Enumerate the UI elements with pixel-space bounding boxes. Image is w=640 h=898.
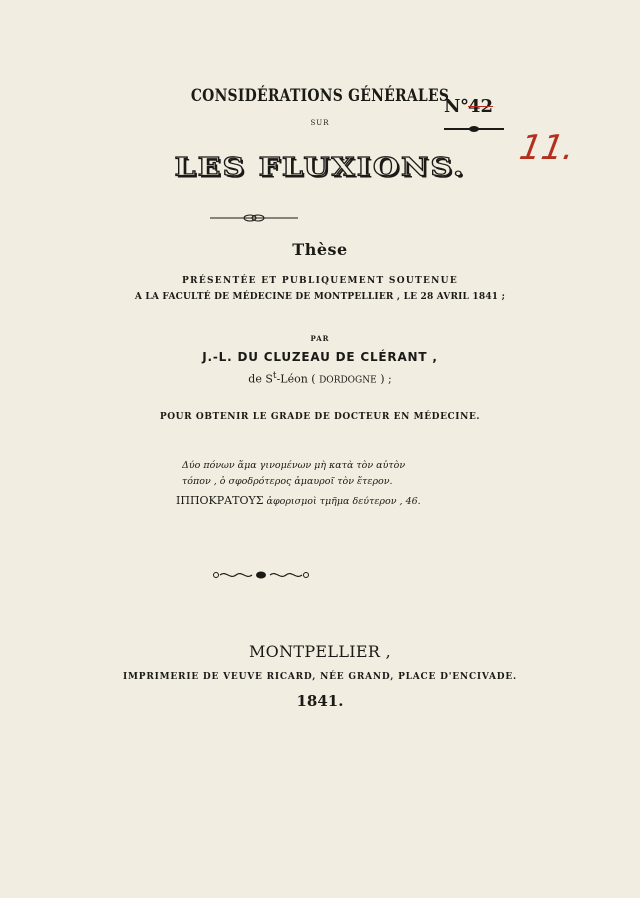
origin-place: -Léon (: [276, 372, 320, 386]
epigraph-source: ἀφορισμοὶ τμῆμα δεύτερον , 46.: [263, 496, 421, 507]
title-line-2: [0, 150, 640, 185]
epigraph-line-1: Δύο πόνων ἅμα γινομένων μὴ κατὰ τὸν αὐτὸν: [182, 460, 406, 471]
title-line-1: CONSIDÉRATIONS GÉNÉRALES: [190, 86, 450, 106]
ornamental-flourish: [212, 570, 310, 580]
imprint-city: MONTPELLIER ,: [249, 642, 391, 661]
epigraph-author: ΙΠΠΟΚΡΑΤΟΥΣ: [176, 494, 264, 507]
title-connector: SUR: [310, 119, 330, 127]
par-label: PAR: [310, 334, 330, 343]
author-name: J.-L. DU CLUZEAU DE CLÉRANT ,: [202, 350, 438, 364]
epigraph-line-2: τόπον , ὁ σφοδρότερος ἀμαυροῖ τὸν ἕτερον.: [182, 476, 393, 487]
origin-superscript: t: [272, 370, 277, 381]
shelfmark-rule: [444, 128, 504, 130]
origin-department: DORDOGNE: [319, 375, 377, 386]
shelfmark-label: N°: [444, 96, 469, 117]
author-origin: [0, 370, 640, 386]
imprint-year: 1841.: [296, 692, 344, 710]
origin-suffix: ) ;: [376, 372, 392, 386]
epigraph-attribution: [176, 494, 421, 507]
origin-prefix: de S: [248, 372, 273, 386]
shelfmark-number: 42: [468, 96, 494, 117]
handwritten-number: 11.: [516, 128, 578, 168]
these-faculty-line: A LA FACULTÉ DE MÉDECINE DE MONTPELLIER , LE 28 AVRIL 1841 ;: [134, 292, 506, 302]
these-presented-line: PRÉSENTÉE ET PUBLIQUEMENT SOUTENUE: [181, 276, 458, 286]
imprint-printer: IMPRIMERIE DE VEUVE RICARD, NÉE GRAND, PLACE D'ENCIVADE.: [123, 672, 517, 682]
these-heading: Thèse: [292, 240, 348, 259]
title-main: LES FLUXIONS.: [174, 152, 466, 183]
degree-purpose: POUR OBTENIR LE GRADE DE DOCTEUR EN MÉDECINE.: [159, 412, 481, 422]
ornamental-rule: [210, 214, 298, 222]
